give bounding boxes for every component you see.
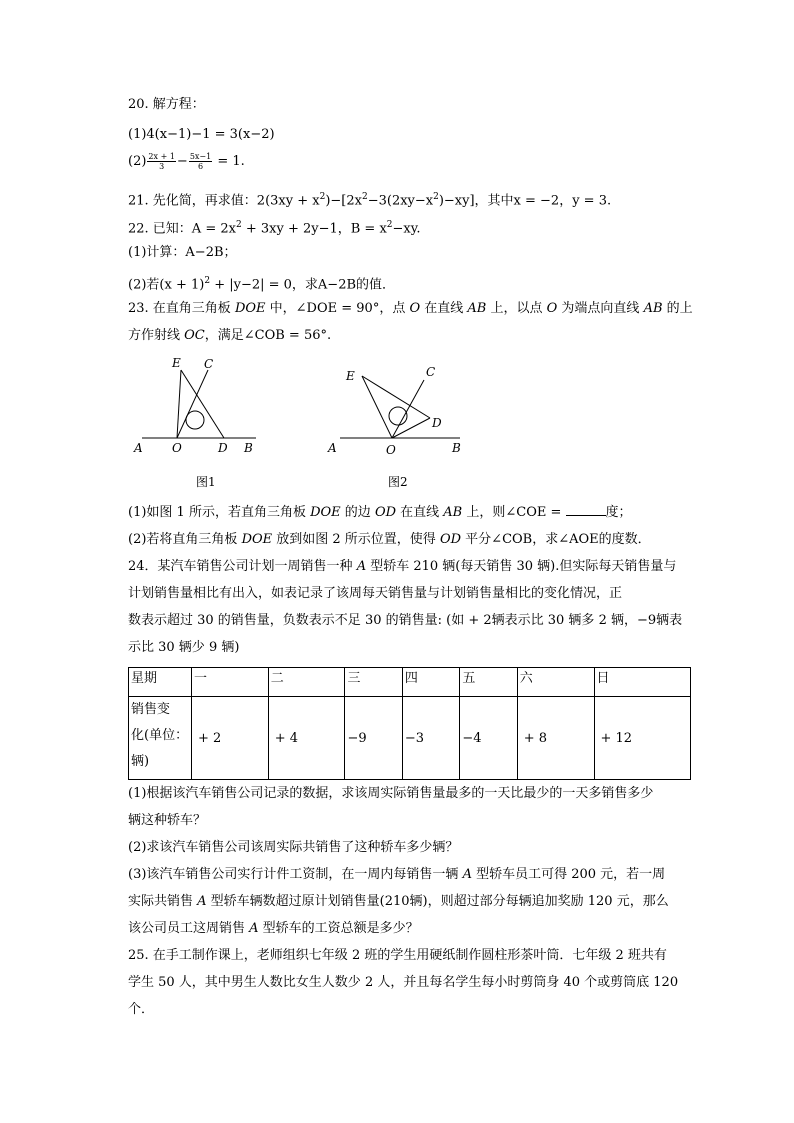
q22-part-c: −xy. xyxy=(392,221,421,237)
figure-2 xyxy=(320,350,480,490)
fig2-caption: 图2 xyxy=(388,475,408,489)
q20-title: 20. 解方程： xyxy=(128,97,205,112)
table-header-cell: 三 xyxy=(345,668,402,697)
t: 实际共销售 xyxy=(128,894,198,909)
q21-part-a: 21. 先化简，再求值：2(3xy + x xyxy=(128,193,320,209)
fig1-caption: 图1 xyxy=(196,475,216,489)
q22-part-a: 22. 已知：A = 2x xyxy=(128,221,236,237)
fraction-2-denominator: 6 xyxy=(197,162,204,171)
t: 23. 在直角三角板 xyxy=(128,301,235,316)
q20-eq2-suffix: = 1. xyxy=(217,154,245,169)
q21-sup-2: 2 xyxy=(361,192,368,202)
q22-p2-b: + |y−2| = 0，求A−2B的值． xyxy=(210,277,396,293)
t: 放到如图 2 所示位置，使得 xyxy=(272,532,440,547)
fig2-label-C: C xyxy=(426,365,436,379)
t: 中，∠DOE = 90°，点 xyxy=(265,301,410,316)
table-value-cell: −9 xyxy=(345,697,402,780)
t: 平分∠COB，求∠AOE的度数． xyxy=(461,532,651,547)
q24-part-1-b: 辆这种轿车？ xyxy=(128,813,207,828)
fig1-side-ED xyxy=(181,370,224,438)
q24-part-1-a: (1)根据该汽车销售公司记录的数据，求该周实际销售量最多的一天比最少的一天多销售多少 xyxy=(128,786,654,801)
fraction-2 xyxy=(189,152,212,171)
t: 型轿车员工可得 200 元，若一周 xyxy=(471,867,666,882)
q24-part-2: (2)求该汽车销售公司该周实际共销售了这种轿车多少辆？ xyxy=(128,840,459,855)
row-label-line: 化(单位： xyxy=(131,728,189,743)
t: 型轿车 210 辆(每天销售 30 辆).但实际每天销售量与 xyxy=(366,559,677,574)
row-label-line: 辆) xyxy=(131,754,150,769)
t: A xyxy=(249,921,259,936)
row-label-line: 销售变 xyxy=(131,702,171,717)
t: A xyxy=(197,894,207,909)
t: (1)如图 1 所示，若直角三角板 xyxy=(128,505,311,520)
fig2-label-D: D xyxy=(432,416,442,430)
q25-line-1: 25. 在手工制作课上，老师组织七年级 2 班的学生用硬纸制作圆柱形茶叶筒．七年级 2 班共有 xyxy=(128,948,667,963)
t: 24．某汽车销售公司计划一周销售一种 xyxy=(128,559,357,574)
q20-eq2-minus: − xyxy=(176,154,188,169)
table-header-cell: 二 xyxy=(268,668,345,697)
fig1-circle xyxy=(186,411,204,429)
t: DOE xyxy=(234,301,266,316)
t: 上，则∠COE = xyxy=(462,505,566,520)
table-row xyxy=(129,697,691,780)
table-value-cell: + 4 xyxy=(268,697,345,780)
fig1-label-B: B xyxy=(244,441,253,455)
q24-line-3: 数表示超过 30 的销售量，负数表示不足 30 的销售量: (如 + 2辆表示比 30 辆多 2 辆，−9辆表 xyxy=(128,613,683,628)
q21-part-d: )−xy]，其中x = −2，y = 3. xyxy=(438,193,612,209)
q25-line-3: 个． xyxy=(128,1002,155,1017)
q22-sup-2: 2 xyxy=(386,220,393,230)
q24-line-1 xyxy=(128,557,676,577)
answer-blank[interactable] xyxy=(566,503,606,516)
row-label-cell xyxy=(129,697,192,780)
table-value-cell: + 8 xyxy=(517,697,594,780)
table-header-row xyxy=(129,668,691,697)
fig1-label-C: C xyxy=(204,357,214,371)
fraction-1 xyxy=(147,152,175,171)
q22-sup-1: 2 xyxy=(235,220,242,230)
t: 为端点向直线 xyxy=(557,301,644,316)
t: 的边 xyxy=(340,505,375,520)
q21-sup-1: 2 xyxy=(319,192,326,202)
q25-line-2: 学生 50 人，其中男生人数比女生人数少 2 人，并且每名学生每小时剪筒身 40 个或剪筒底 120 xyxy=(128,975,679,990)
fig1-ray-OC xyxy=(177,370,208,438)
table-header-cell: 日 xyxy=(594,668,690,697)
q22-part-2 xyxy=(128,271,395,295)
t: DOE xyxy=(310,505,341,520)
t: 在直线 xyxy=(420,301,468,316)
table-header-cell: 四 xyxy=(402,668,459,697)
table-header-cell: 五 xyxy=(460,668,517,697)
t: OC xyxy=(184,328,205,343)
fig2-label-E: E xyxy=(346,369,355,383)
fraction-1-numerator: 2x + 1 xyxy=(148,152,175,161)
q22-part-1: (1)计算：A−2B； xyxy=(128,245,237,260)
t: (3)该汽车销售公司实行计件工资制，在一周内每销售一辆 xyxy=(128,867,463,882)
fig1-label-D: D xyxy=(218,441,228,455)
t: AB xyxy=(443,505,463,520)
sales-table xyxy=(128,667,691,780)
table-value-cell: + 2 xyxy=(192,697,269,780)
t: 型轿车辆数超过原计划销售量(210辆)，则超过部分每辆追加奖励 120 元，那么 xyxy=(206,894,669,909)
table-value-cell: + 12 xyxy=(594,697,690,780)
q24-part-3-b xyxy=(128,892,669,912)
t: ，满足∠COB = 56°. xyxy=(204,328,332,343)
t: A xyxy=(356,559,367,574)
figure-1 xyxy=(128,350,278,490)
q21-sup-3: 2 xyxy=(433,192,439,202)
t: OD xyxy=(439,532,462,547)
fig2-label-B: B xyxy=(452,441,461,455)
table-value-cell: −3 xyxy=(402,697,459,780)
q22-part-b: + 3xy + 2y−1，B = x xyxy=(241,221,387,237)
q24-part-3-c xyxy=(128,919,419,939)
t: O xyxy=(409,301,421,316)
t: 的上 xyxy=(662,301,693,316)
q23-line-2 xyxy=(128,326,331,346)
t: OD xyxy=(374,505,397,520)
q21-part-b: )−[2x xyxy=(325,193,362,209)
fraction-1-denominator: 3 xyxy=(159,162,165,171)
q23-part-1 xyxy=(128,503,632,523)
q20-eq2-prefix: (2) xyxy=(128,154,147,169)
fig2-label-O: O xyxy=(386,443,396,457)
t: (2)若将直角三角板 xyxy=(128,532,242,547)
q21-text xyxy=(128,187,611,211)
q24-part-3-a xyxy=(128,865,665,885)
t: DOE xyxy=(241,532,273,547)
table-header-cell: 一 xyxy=(192,668,269,697)
t: AB xyxy=(467,301,487,316)
fig1-label-A: A xyxy=(134,441,143,455)
t: AB xyxy=(643,301,663,316)
q20-eq2 xyxy=(128,152,245,172)
table-header-cell: 六 xyxy=(517,668,594,697)
fig1-label-E: E xyxy=(172,356,181,370)
t: 该公司员工这周销售 xyxy=(128,921,250,936)
t: 上，以点 xyxy=(486,301,547,316)
q24-line-2: 计划销售量相比有出入，如表记录了该周每天销售量与计划销售量相比的变化情况，正 xyxy=(128,586,623,601)
t: 方作射线 xyxy=(128,328,185,343)
t: 型轿车的工资总额是多少？ xyxy=(258,921,419,936)
fig1-label-O: O xyxy=(172,441,182,455)
fig1-side-OE xyxy=(177,370,181,438)
fig2-label-A: A xyxy=(328,441,337,455)
q22-text xyxy=(128,215,421,239)
fraction-2-numerator: 5x−1 xyxy=(189,152,212,161)
q21-part-c: −3(2xy−x xyxy=(367,193,434,209)
t: 度； xyxy=(605,505,632,520)
q24-line-4: 示比 30 辆少 9 辆) xyxy=(128,640,240,655)
q22-p2-a: (2)若(x + 1) xyxy=(128,277,205,293)
table-header-cell: 星期 xyxy=(129,668,192,697)
q23-part-2 xyxy=(128,530,651,550)
t: A xyxy=(462,867,472,882)
t: O xyxy=(546,301,558,316)
q22-p2-sup: 2 xyxy=(204,276,211,286)
q20-eq1: (1)4(x−1)−1 = 3(x−2) xyxy=(128,127,275,142)
t: 在直线 xyxy=(396,505,444,520)
q23-line-1 xyxy=(128,299,693,319)
table-value-cell: −4 xyxy=(460,697,517,780)
